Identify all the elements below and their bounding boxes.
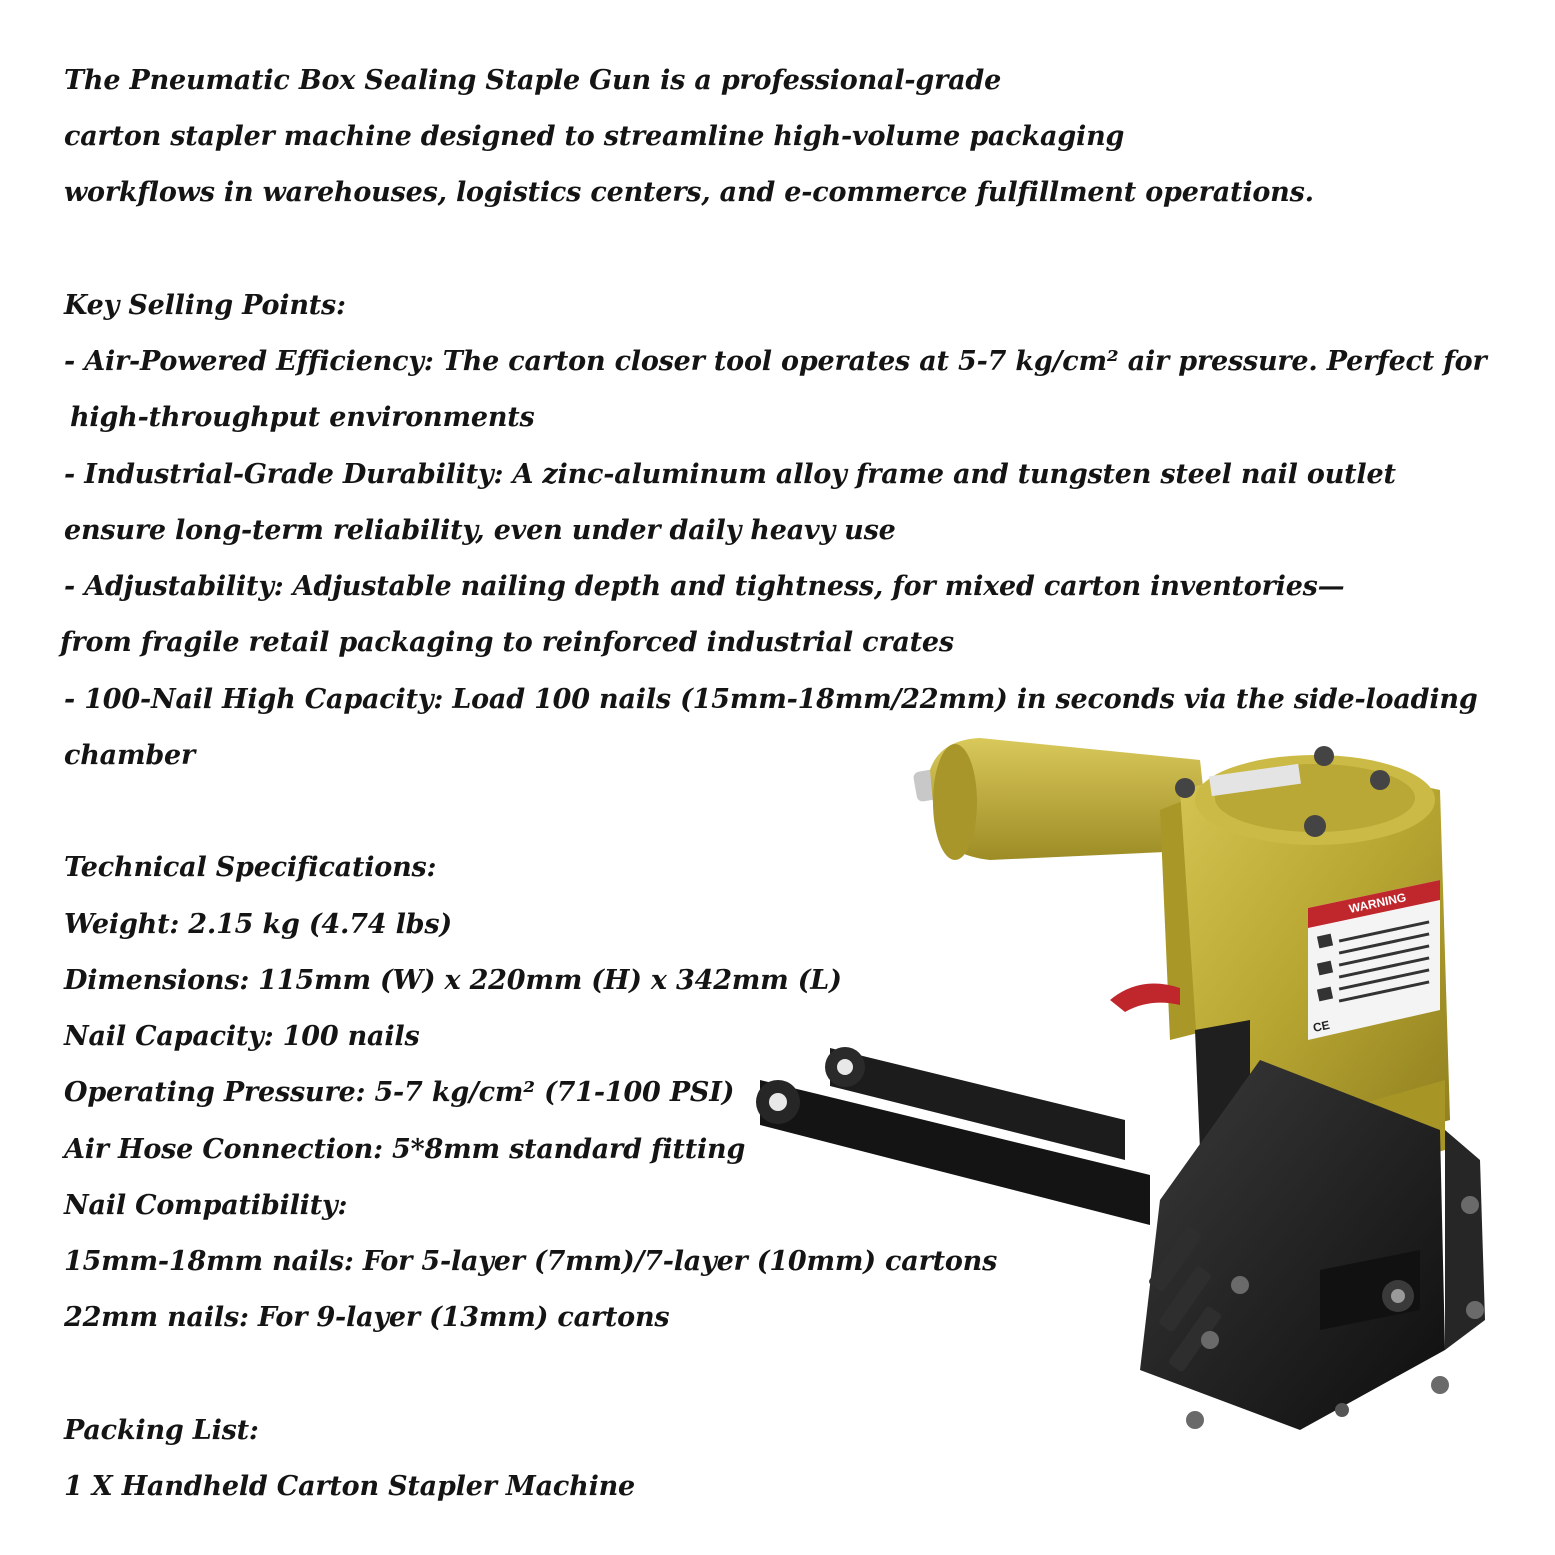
spec-dimensions: Dimensions: 115mm (W) x 220mm (H) x 342mm (L) bbox=[64, 965, 842, 996]
svg-text:WARNING: WARNING bbox=[1347, 890, 1408, 916]
selling-point-1: - Air-Powered Efficiency: The carton closer tool operates at 5-7 kg/cm² air pressure. Perfect for bbox=[64, 346, 1487, 377]
selling-points-heading: Key Selling Points: bbox=[64, 290, 346, 321]
spec-pressure: Operating Pressure: 5-7 kg/cm² (71-100 PSI) bbox=[64, 1077, 735, 1108]
spec-capacity: Nail Capacity: 100 nails bbox=[64, 1021, 420, 1052]
selling-point-4: - 100-Nail High Capacity: Load 100 nails (15mm-18mm/22mm) in seconds via the side-loading bbox=[64, 684, 1478, 715]
selling-point-3: - Adjustability: Adjustable nailing depth and tightness, for mixed carton inventories— bbox=[64, 571, 1345, 602]
spec-compat-2: 22mm nails: For 9-layer (13mm) cartons bbox=[64, 1302, 670, 1333]
selling-point-2-cont: ensure long-term reliability, even under daily heavy use bbox=[64, 515, 896, 546]
spec-compat-heading: Nail Compatibility: bbox=[64, 1190, 348, 1221]
selling-point-1-cont: high-throughput environments bbox=[70, 402, 535, 433]
packing-item-1: 1 X Handheld Carton Stapler Machine bbox=[64, 1471, 636, 1502]
intro-line-3: workflows in warehouses, logistics centers, and e-commerce fulfillment operations. bbox=[64, 177, 1314, 208]
spec-weight: Weight: 2.15 kg (4.74 lbs) bbox=[64, 909, 452, 940]
carton-stapler-image bbox=[740, 730, 1510, 1450]
selling-point-3-cont: from fragile retail packaging to reinforced industrial crates bbox=[60, 627, 954, 658]
spec-hose: Air Hose Connection: 5*8mm standard fitting bbox=[64, 1134, 746, 1165]
intro-line-2: carton stapler machine designed to streamline high-volume packaging bbox=[64, 121, 1125, 152]
intro-line-1: The Pneumatic Box Sealing Staple Gun is a professional-grade bbox=[64, 65, 1002, 96]
selling-point-2: - Industrial-Grade Durability: A zinc-aluminum alloy frame and tungsten steel nail outlet bbox=[64, 459, 1396, 490]
specs-heading: Technical Specifications: bbox=[64, 852, 437, 883]
spec-compat-1: 15mm-18mm nails: For 5-layer (7mm)/7-layer (10mm) cartons bbox=[64, 1246, 998, 1277]
selling-point-4-cont: chamber bbox=[64, 740, 196, 771]
svg-text:CE: CE bbox=[1311, 1017, 1331, 1035]
packing-heading: Packing List: bbox=[64, 1415, 259, 1446]
